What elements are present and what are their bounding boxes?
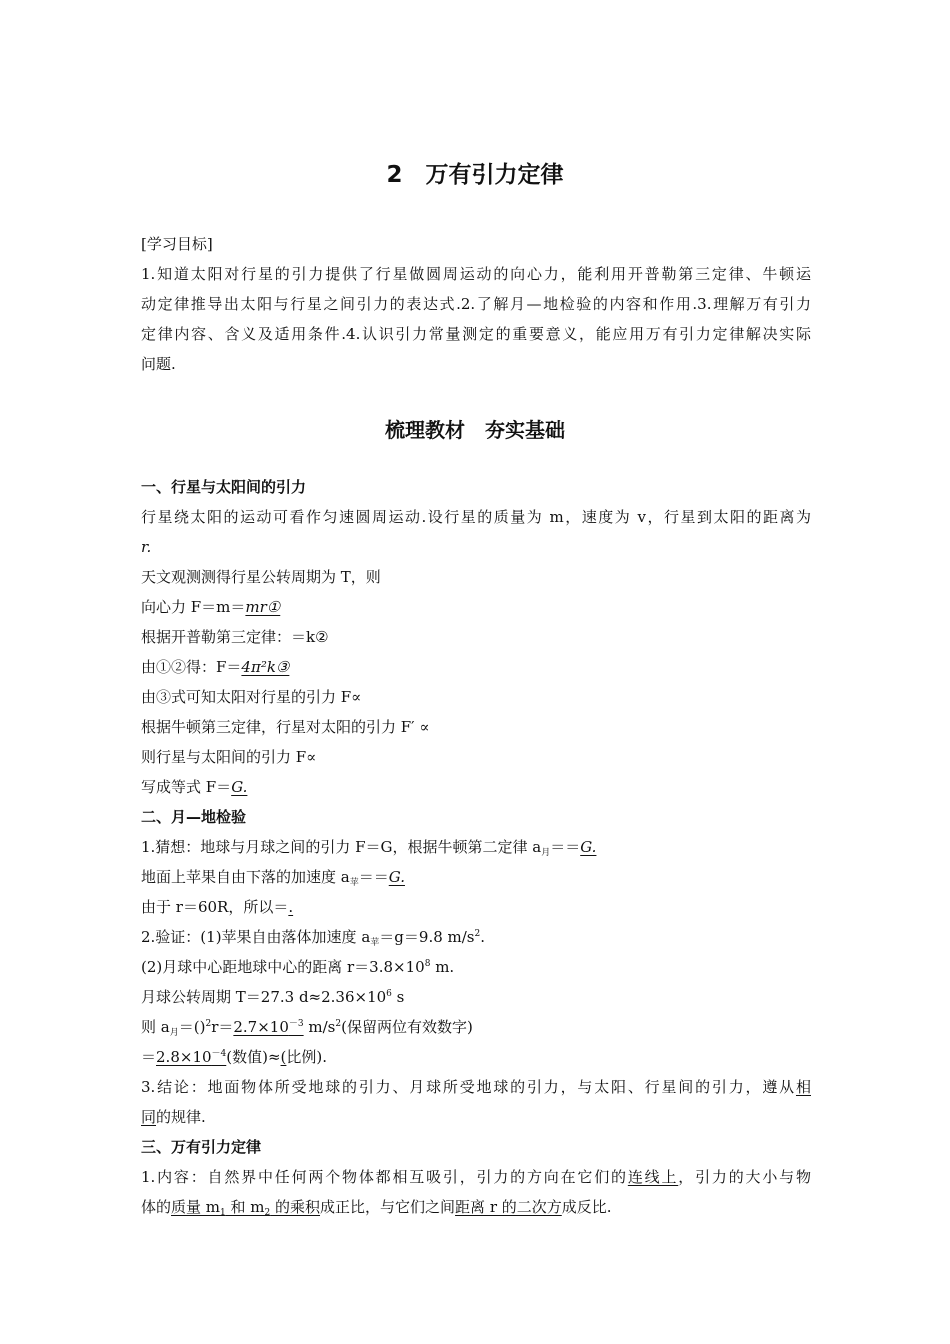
answer-blank: $2.7\times 10^{-3}$ bbox=[233, 1018, 304, 1036]
s1-line-1: 行星绕太阳的运动可看作匀速圆周运动.设行星的质量为 m，速度为 v，行星到太阳的距离为 bbox=[141, 508, 811, 526]
s3-line-1: 1.内容：自然界中任何两个物体都相互吸引，引力的方向在它们的连线上，引力的大小与物 bbox=[141, 1168, 811, 1186]
answer-blank: ( bbox=[280, 1048, 287, 1066]
s1-line-4: 向心力 F＝m＝mr① bbox=[141, 598, 281, 616]
s1-line-2: r. bbox=[141, 538, 152, 556]
s2-line-3: 由于 r＝60R，所以＝. bbox=[141, 898, 294, 916]
s1-line-3: 天文观测测得行星公转周期为 T，则 bbox=[141, 568, 381, 586]
answer-blank: mr① bbox=[245, 598, 281, 616]
answer-blank: $2.8\times 10^{-4}$ bbox=[156, 1048, 227, 1066]
s2-line-6: 月球公转周期 T＝27.3 $d\approx 2.36\times 10^6$ s bbox=[141, 988, 405, 1006]
answer-blank: 质量 $m_1$ 和 $m_2$ 的乘积 bbox=[171, 1198, 321, 1218]
s2-line-8: $=2.8\times 10^{-4}$(数值)≈(比例). bbox=[141, 1048, 328, 1066]
s1-line-9: 则行星与太阳间的引力 F∝ bbox=[141, 748, 317, 766]
s1-line-8: 根据牛顿第三定律，行星对太阳的引力 F′ ∝ bbox=[141, 718, 430, 736]
s2-line-1: 1.猜想：地球与月球之间的引力 F＝G，根据牛顿第二定律 $a_月==G$. bbox=[141, 838, 597, 858]
s1-line-5: 根据开普勒第三定律：＝k② bbox=[141, 628, 329, 646]
goals-heading: [学习目标] bbox=[141, 235, 213, 253]
answer-blank: 连线上 bbox=[627, 1168, 679, 1186]
answer-blank: G. bbox=[580, 838, 597, 856]
s2-line-5: (2)月球中心距地球中心的距离 $r=3.8\times 10^8$ m. bbox=[141, 958, 455, 976]
s2-line-10: 同的规律. bbox=[141, 1108, 206, 1126]
s2-line-9: 3.结论：地面物体所受地球的引力、月球所受地球的引力，与太阳、行星间的引力，遵从相 bbox=[141, 1078, 811, 1096]
heading-universal-gravitation: 三、万有引力定律 bbox=[141, 1138, 262, 1156]
s3-line-2: 体的质量 $m_1$ 和 $m_2$ 的乘积成正比，与它们之间距离 r 的二次方成反比. bbox=[141, 1198, 612, 1218]
goals-line-3: 定律内容、含义及适用条件.4.认识引力常量测定的重要意义，能应用万有引力定律解决实际 bbox=[141, 325, 811, 343]
answer-blank: 距离 r 的二次方 bbox=[455, 1198, 562, 1216]
goals-line-2: 动定律推导出太阳与行星之间引力的表达式.2.了解月—地检验的内容和作用.3.理解万有引力 bbox=[141, 295, 811, 313]
s1-line-10: 写成等式 F＝G. bbox=[141, 778, 248, 796]
s2-line-7: 则 $a_月=()^2r=2.7\times 10^{-3}$ $m/s^2$(保留两位有效数字) bbox=[141, 1018, 473, 1038]
answer-blank: . bbox=[288, 898, 294, 916]
learning-goals bbox=[141, 229, 811, 379]
answer-blank: 相 bbox=[795, 1078, 811, 1096]
s1-line-7: 由③式可知太阳对行星的引力 F∝ bbox=[141, 688, 362, 706]
heading-planet-sun-gravity: 一、行星与太阳间的引力 bbox=[141, 478, 307, 496]
goals-line-4: 问题. bbox=[141, 355, 176, 373]
s2-line-2: 地面上苹果自由下落的加速度 $a_苹==G$. bbox=[141, 868, 405, 888]
answer-blank: 4π²k③ bbox=[241, 658, 290, 676]
main-content bbox=[141, 472, 811, 1222]
answer-blank: G. bbox=[231, 778, 248, 796]
answer-blank: 同 bbox=[141, 1108, 157, 1126]
s2-line-4: 2.验证：(1)苹果自由落体加速度 $a_苹=g=9.8$ $m/s^2$. bbox=[141, 928, 486, 948]
heading-moon-earth-test: 二、月—地检验 bbox=[141, 808, 247, 826]
page-title: 2 万有引力定律 bbox=[386, 162, 564, 188]
answer-blank: G. bbox=[388, 868, 405, 886]
goals-line-1: 1.知道太阳对行星的引力提供了行星做圆周运动的向心力，能利用开普勒第三定律、牛顿运 bbox=[141, 265, 811, 283]
section-title: 梳理教材 夯实基础 bbox=[385, 418, 565, 442]
s1-line-6: 由①②得：F＝4π²k③ bbox=[141, 658, 290, 676]
